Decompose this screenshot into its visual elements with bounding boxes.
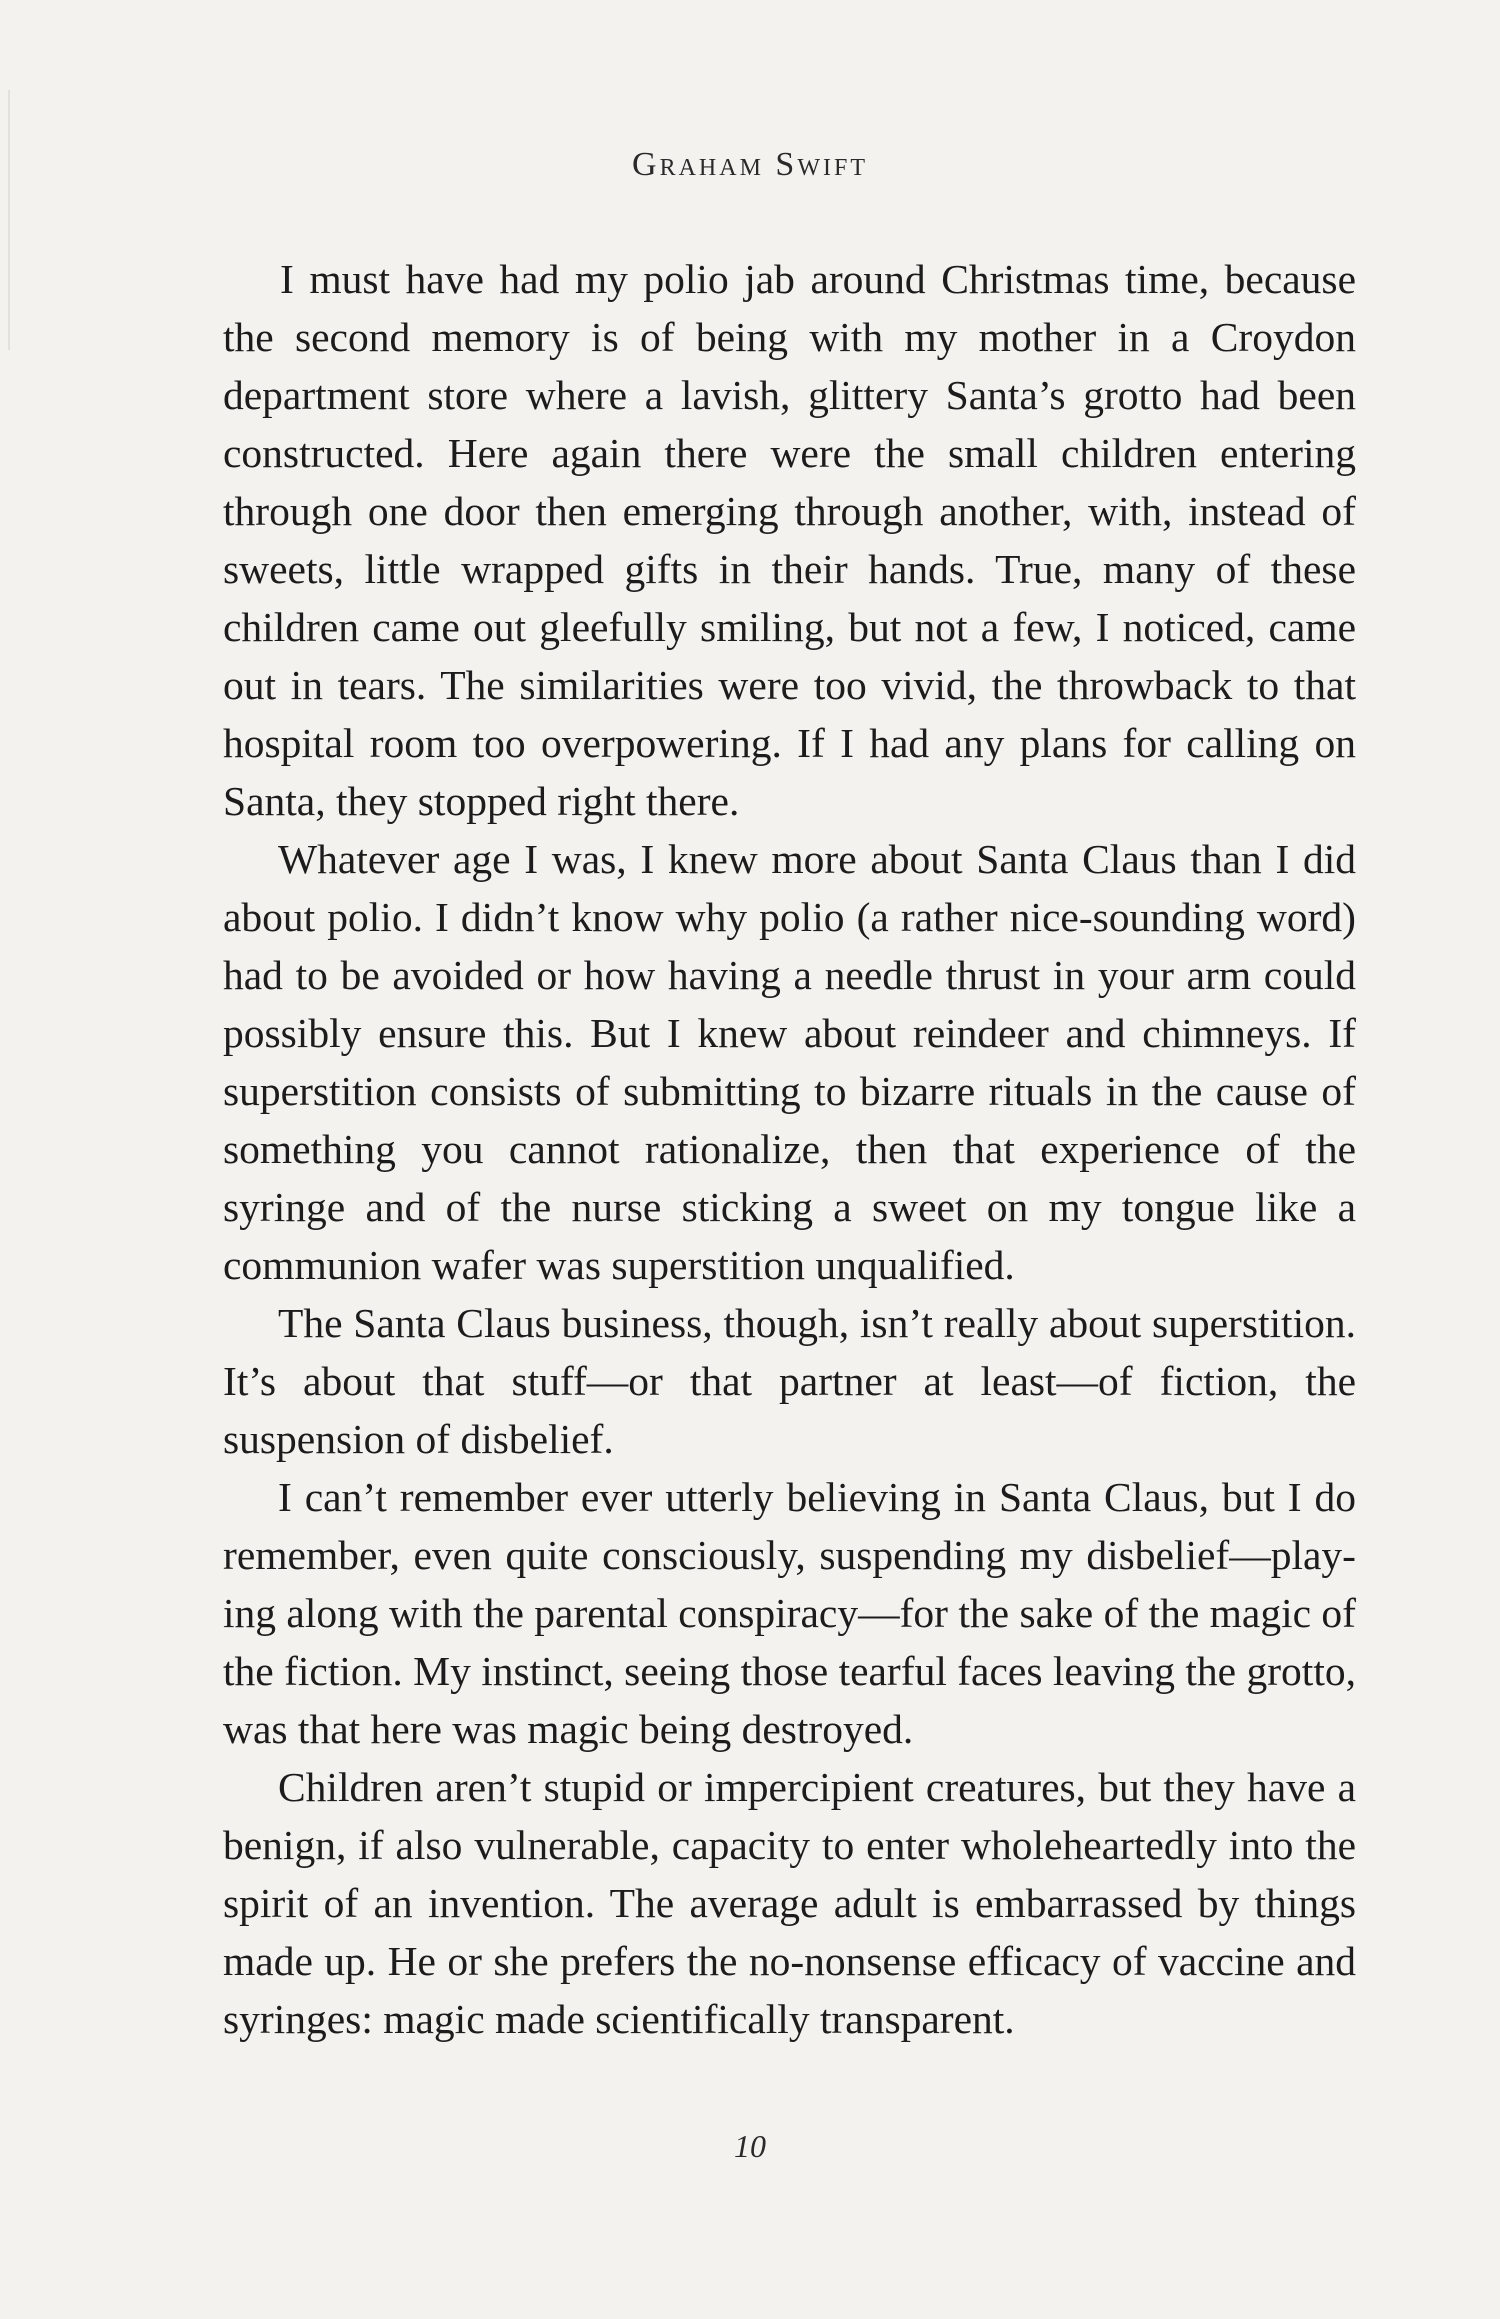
body-text [223,250,1356,2048]
running-head: Graham Swift [632,146,868,183]
page-edge-shadow [8,90,10,350]
paragraph-4: I can’t remember ever utterly believing in Santa Claus, but I do remember, even quite consciously, suspending my disbelief—playing along with the parental conspiracy—for the sake of the magic of the fiction. My instinct, seeing those tearful faces leaving the grotto, was that here was magic being destroyed. [223,1474,1356,1752]
paragraph-3: The Santa Claus business, though, isn’t really about superstition. It’s about that stuff—or that partner at least—of fiction, the suspension of disbelief. [223,1300,1356,1462]
paragraph-2: Whatever age I was, I knew more about Santa Claus than I did about polio. I didn’t know why polio (a rather nice-sounding word) had to be avoided or how having a needle thrust in your arm could possibly ensure this. But I knew about reindeer and chimneys. If superstition consists of submitting to bizarre rituals in the cause of something you cannot rationalize, then that experience of the syringe and of the nurse sticking a sweet on my tongue like a communion wafer was superstition unqualified. [223,836,1356,1288]
paragraph-5: Children aren’t stupid or impercipient creatures, but they have a benign, if also vulnerable, capacity to enter wholeheartedly into the spirit of an invention. The average adult is embarrassed by things made up. He or she prefers the no-nonsense efficacy of vaccine and syringes: magic made scientifically transparent. [223,1764,1356,2042]
page-number: 10 [734,2128,766,2164]
paragraph-1: I must have had my polio jab around Christmas time, because the second memory is of being with my mother in a Croydon department store where a lavish, glittery Santa’s grotto had been constructed. Here again there were the small children entering through one door then emerging through another, with, instead of sweets, little wrapped gifts in their hands. True, many of these children came out gleefully smiling, but not a few, I noticed, came out in tears. The similarities were too vivid, the throwback to that hospital room too overpowering. If I had any plans for calling on Santa, they stopped right there. [223,256,1356,824]
